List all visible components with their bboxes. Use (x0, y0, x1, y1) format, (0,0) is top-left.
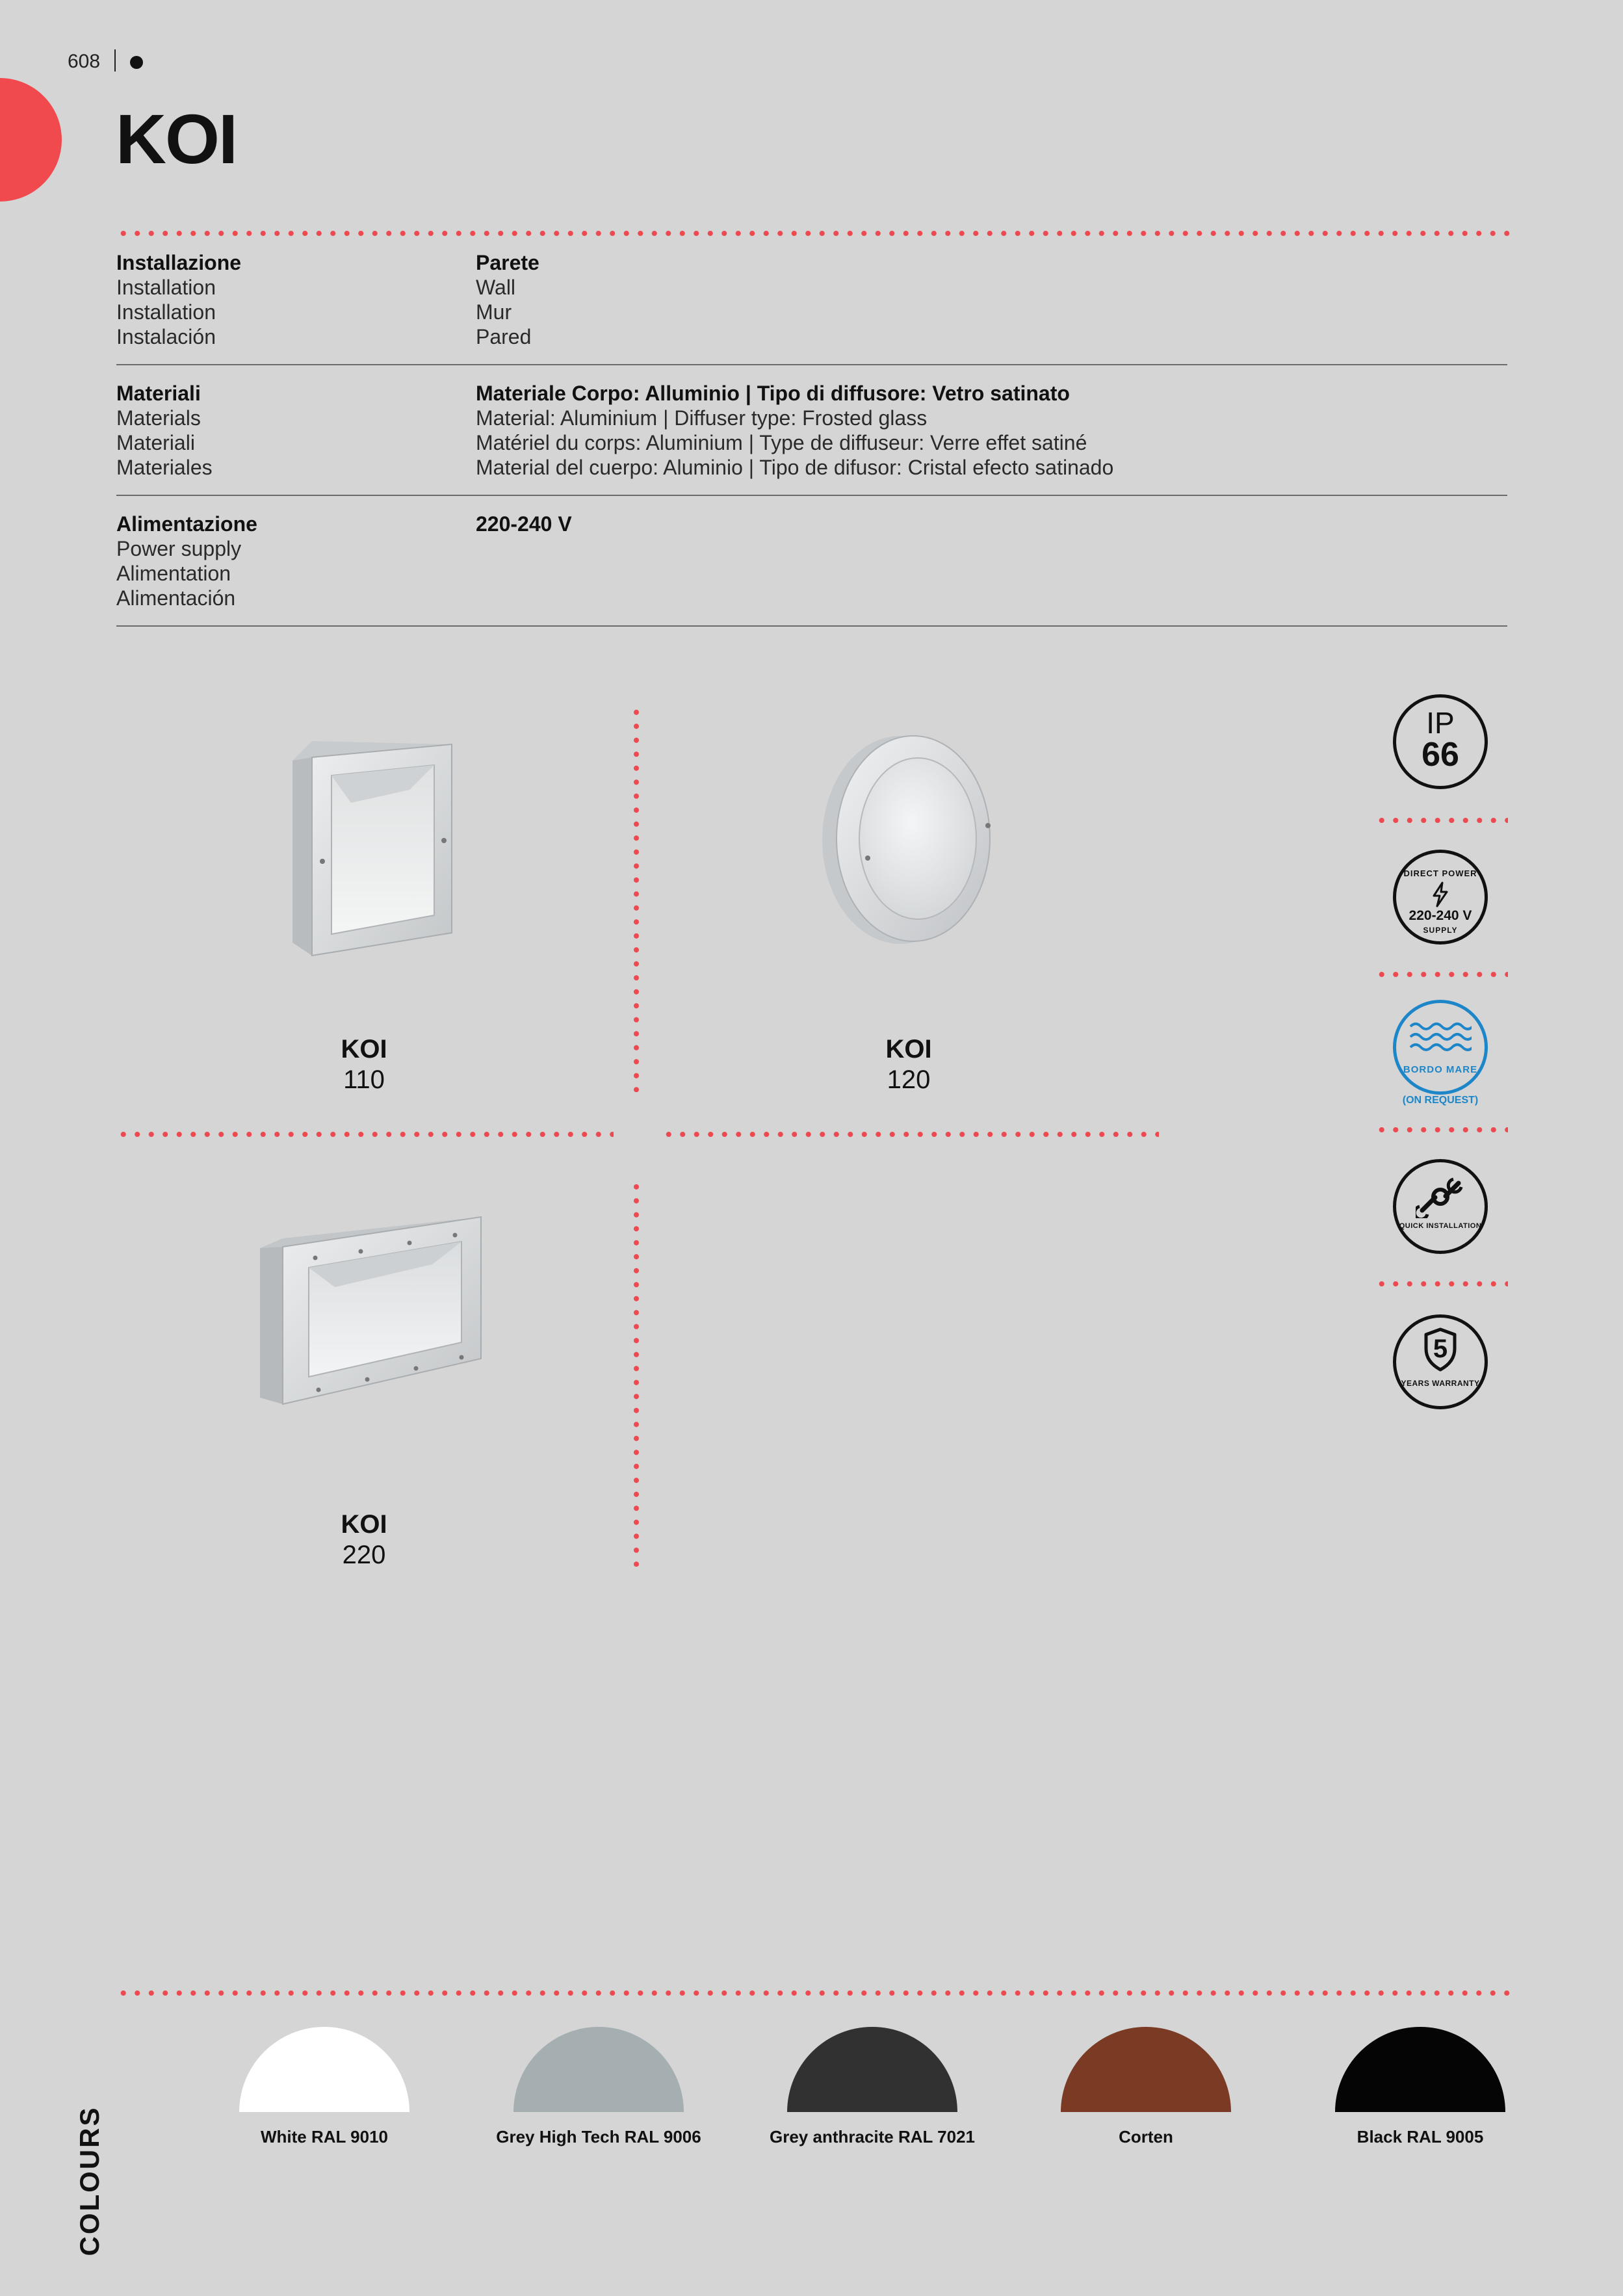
warranty-badge (1393, 1314, 1488, 1409)
spec-label: Alimentación (116, 586, 236, 610)
colour-name: White RAL 9010 (260, 2127, 388, 2146)
dotted-separator-badges (1375, 1281, 1508, 1286)
colour-name: Grey anthracite RAL 7021 (770, 2127, 975, 2146)
power-voltage-text: 220-240 V (1409, 908, 1472, 923)
spec-row-divider (116, 364, 1507, 365)
ip-prefix: IP (1426, 706, 1455, 740)
dotted-divider-vertical (634, 1180, 639, 1567)
lightning-icon (1430, 881, 1451, 907)
waves-icon (1409, 1020, 1472, 1056)
ip-value: 66 (1422, 736, 1459, 774)
product-name: KOI (341, 1035, 387, 1063)
colour-swatch-white (239, 2027, 409, 2112)
dotted-separator-top (116, 231, 1511, 236)
ip-rating-badge (1393, 694, 1488, 789)
spec-label: Materials (116, 406, 201, 430)
dotted-divider-vertical (634, 705, 639, 1092)
quick-installation-badge (1393, 1159, 1488, 1254)
spec-value: Wall (476, 276, 516, 299)
colours-heading: COLOURS (74, 2106, 105, 2256)
spec-row-divider (116, 495, 1507, 496)
product-image-koi-220 (257, 1209, 487, 1417)
spec-label: Installazione (116, 251, 242, 274)
product-code: 110 (343, 1065, 385, 1094)
spec-row-divider (116, 625, 1507, 627)
warranty-text: YEARS WARRANTY (1401, 1379, 1480, 1388)
spec-label: Materiali (116, 382, 201, 405)
power-bottom-text: SUPPLY (1423, 926, 1458, 935)
page-number-divider (114, 49, 116, 72)
spec-label: Power supply (116, 537, 242, 560)
product-code: 120 (887, 1065, 931, 1094)
spec-materials-labels (116, 381, 213, 480)
product-image-koi-110 (279, 731, 461, 962)
spec-value: Matériel du corps: Aluminium | Type de diffuseur: Verre effet satiné (476, 431, 1087, 454)
spec-power-values (476, 512, 572, 536)
colour-swatch-grey-anthracite (787, 2027, 957, 2112)
power-top-text: DIRECT POWER (1403, 868, 1477, 878)
spec-power-labels (116, 512, 257, 610)
spec-label: Installation (116, 300, 216, 324)
page-title: KOI (116, 99, 237, 178)
spec-value: Material: Aluminium | Diffuser type: Frosted glass (476, 406, 928, 430)
direct-power-supply-badge (1393, 850, 1488, 945)
bordo-mare-badge (1393, 1000, 1488, 1095)
dotted-divider-horizontal (662, 1132, 1159, 1137)
colour-name: Grey High Tech RAL 9006 (496, 2127, 701, 2146)
spec-value: Pared (476, 325, 532, 348)
spec-label: Installation (116, 276, 216, 299)
spec-label: Materiales (116, 456, 213, 479)
page-bullet-icon (130, 56, 143, 69)
spec-label: Materiali (116, 431, 195, 454)
spec-installation-labels (116, 250, 241, 349)
section-marker-circle (0, 78, 62, 202)
colour-name: Black RAL 9005 (1357, 2127, 1484, 2146)
dotted-separator-colours (116, 1990, 1511, 1996)
spec-value: Mur (476, 300, 512, 324)
dotted-separator-badges (1375, 818, 1508, 823)
spec-value: Parete (476, 251, 539, 274)
dotted-divider-horizontal (116, 1132, 614, 1137)
spec-materials-values (476, 381, 1113, 480)
page-number: 608 (68, 51, 101, 72)
spec-value: Material del cuerpo: Aluminio | Tipo de difusor: Cristal efecto satinado (476, 456, 1114, 479)
bordo-mare-note: (ON REQUEST) (1402, 1095, 1479, 1106)
spec-installation-values (476, 250, 539, 349)
bordo-mare-text: BORDO MARE (1403, 1064, 1478, 1075)
dotted-separator-badges (1375, 1127, 1508, 1132)
spec-label: Alimentazione (116, 512, 257, 536)
spec-label: Instalación (116, 325, 216, 348)
quick-installation-text: QUICK INSTALLATION (1399, 1222, 1482, 1230)
colour-name: Corten (1119, 2127, 1173, 2146)
spec-label: Alimentation (116, 562, 231, 585)
colour-swatch-grey-high-tech (513, 2027, 684, 2112)
colour-swatch-black (1335, 2027, 1505, 2112)
warranty-value: 5 (1433, 1335, 1448, 1363)
spec-value: Materiale Corpo: Alluminio | Tipo di diffusore: Vetro satinato (476, 382, 1070, 405)
dotted-separator-badges (1375, 972, 1508, 977)
product-code: 220 (342, 1541, 386, 1569)
product-name: KOI (341, 1510, 387, 1539)
product-name: KOI (885, 1035, 932, 1063)
product-image-koi-120 (812, 728, 1001, 949)
spec-value: 220-240 V (476, 512, 572, 536)
wrench-icon (1416, 1175, 1465, 1218)
colour-swatch-corten (1061, 2027, 1231, 2112)
